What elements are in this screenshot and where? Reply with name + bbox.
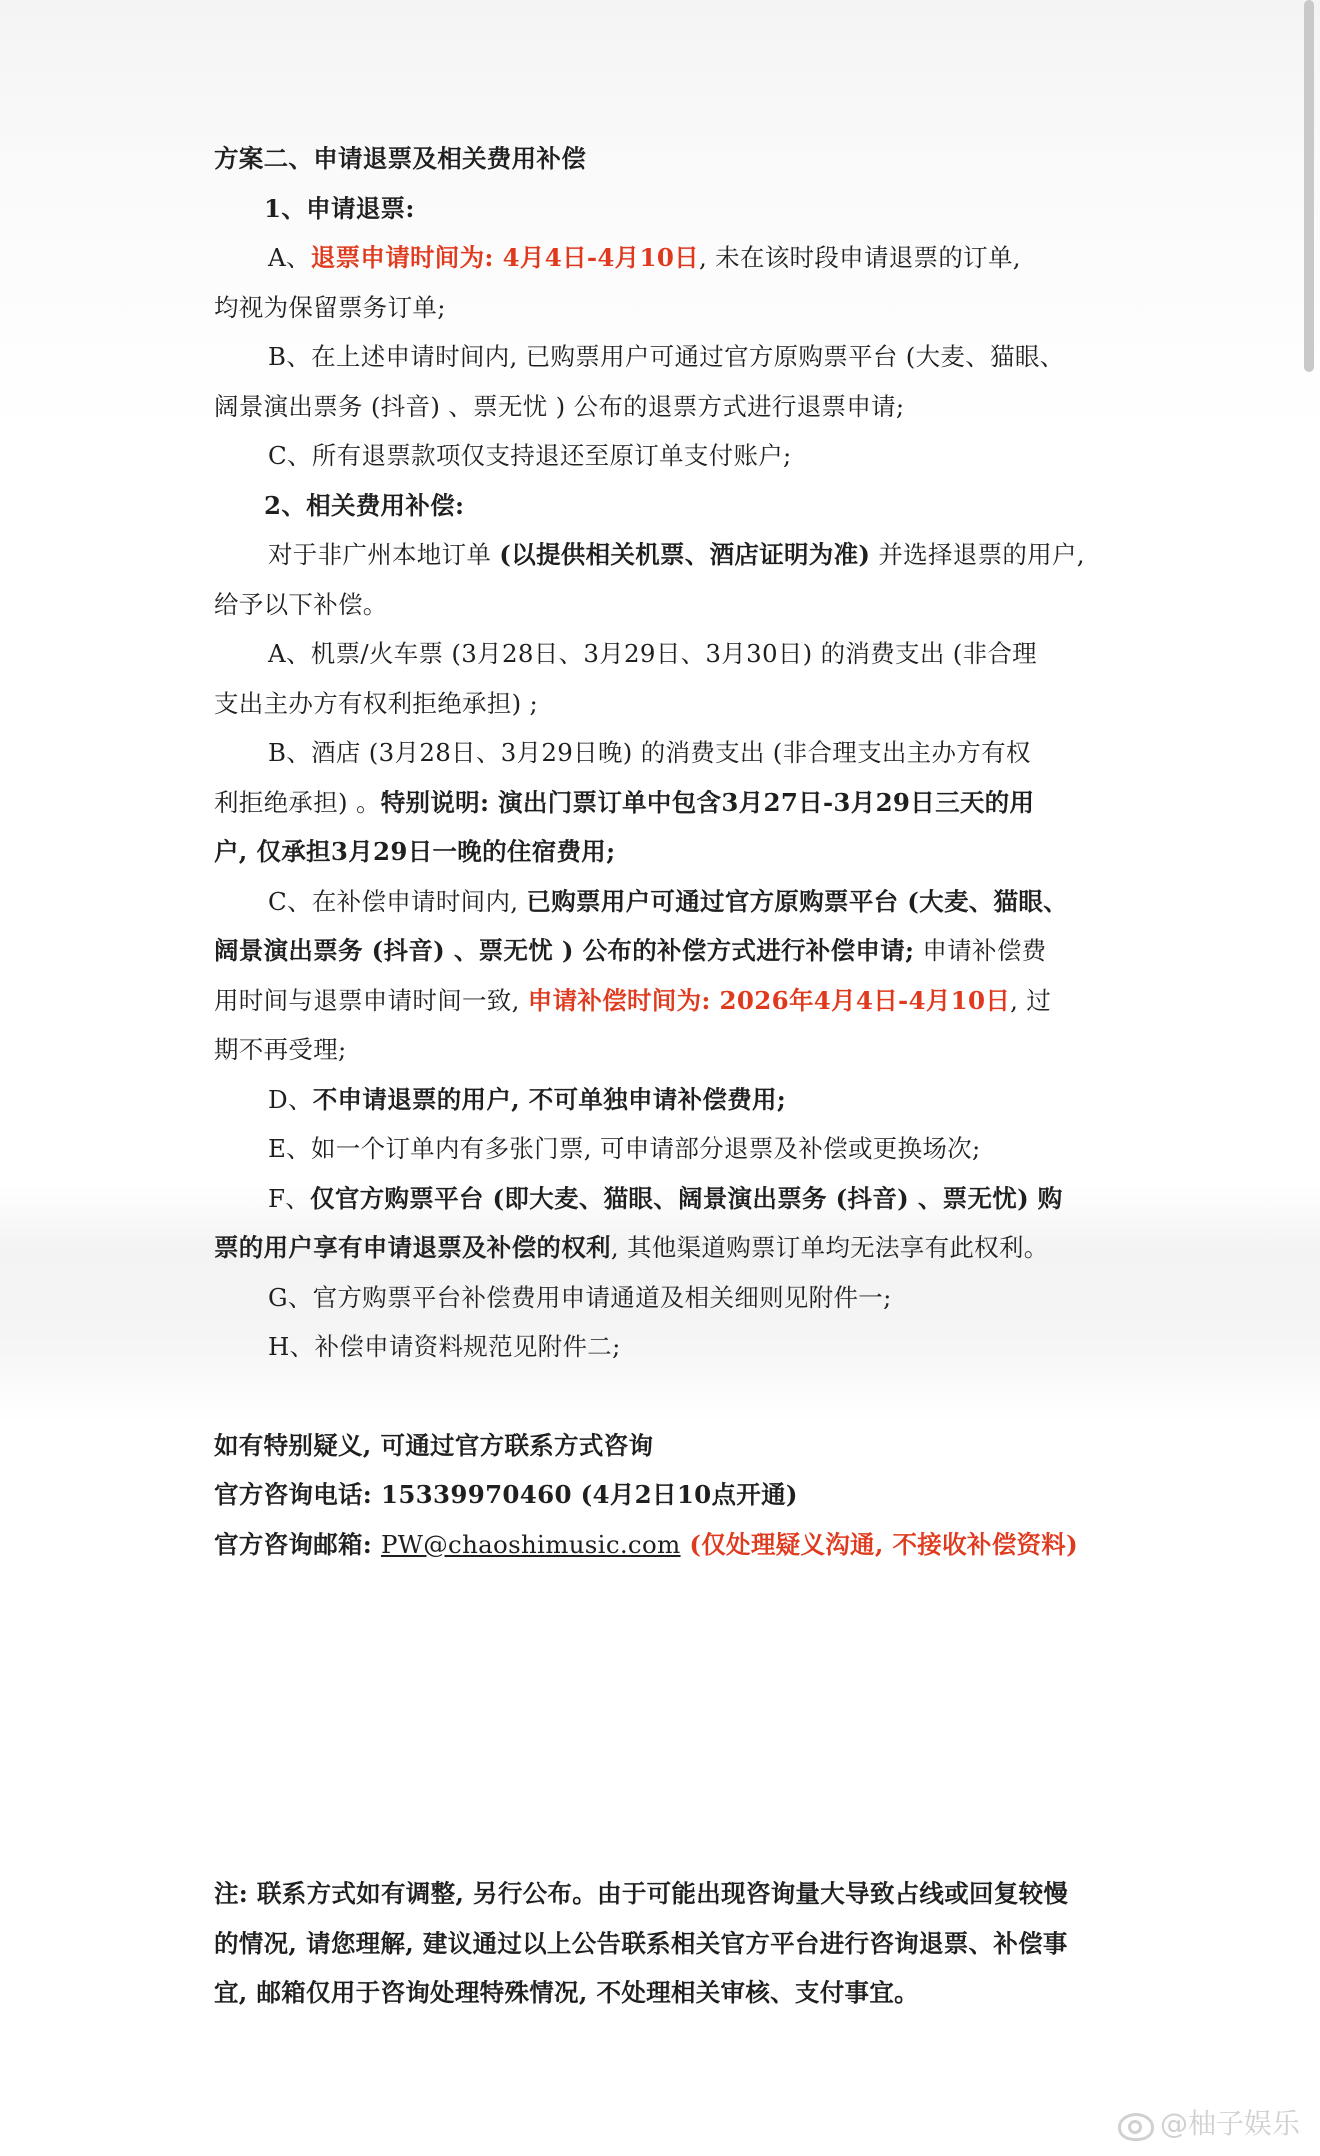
section-2-item-f (214, 1174, 1094, 1224)
intro-bold: (以提供相关机票、酒店证明为准) (499, 540, 871, 569)
email-link[interactable]: PW@chaoshimusic.com (380, 1529, 681, 1559)
section-2-item-c-cont3: 期不再受理; (214, 1035, 347, 1064)
section-1-item-b-cont: 阔景演出票务 (抖音) 、票无忧 ) 公布的退票方式进行退票申请; (214, 391, 905, 421)
section-2-item-c-cont2 (214, 976, 1094, 1026)
section-2-item-b-cont2: 户, 仅承担3月29日一晚的住宿费用; (214, 837, 616, 866)
special-note: 特别说明: 演出门票订单中包含3月27日-3月29日三天的用 (380, 787, 1035, 817)
watermark-text: @柚子娱乐 (1159, 2107, 1300, 2140)
section-1-item-b: B、在上述申请时间内, 已购票用户可通过官方原购票平台 (大麦、猫眼、 (268, 342, 1065, 371)
section-2-item-f-cont (214, 1223, 1094, 1273)
weibo-icon (1116, 2107, 1156, 2137)
item-c-line1b: 已购票用户可通过官方原购票平台 (大麦、猫眼、 (526, 886, 1068, 916)
compensation-window: 申请补偿时间为: 2026年4月4日-4月10日 (527, 985, 1011, 1015)
item-f-bold1: 仅官方购票平台 (即大麦、猫眼、阔景演出票务 (抖音) 、票无忧) 购 (310, 1183, 1063, 1213)
section-1-item-a (214, 233, 1094, 283)
intro-b: 并选择退票的用户, (870, 540, 1085, 569)
item-d-bold: 不申请退票的用户, 不可单独申请补偿费用; (312, 1084, 787, 1114)
phone-value: 15339970460 (4月2日10点开通) (380, 1480, 798, 1509)
plan-title: 方案二、申请退票及相关费用补偿 (214, 144, 586, 173)
scrollbar[interactable] (1304, 0, 1314, 372)
note-line-3: 宜, 邮箱仅用于咨询处理特殊情况, 不处理相关审核、支付事宜。 (214, 1978, 919, 2007)
section-2-item-c-cont (214, 926, 1094, 976)
item-f-bold2: 票的用户享有申请退票及补偿的权利 (214, 1233, 611, 1262)
phone-label: 官方咨询电话: (214, 1480, 381, 1509)
note-line-2: 的情况, 请您理解, 建议通过以上公告联系相关官方平台进行咨询退票、补偿事 (214, 1928, 1068, 1958)
section-2-intro (214, 530, 1094, 580)
section-2-heading: 2、相关费用补偿: (264, 490, 465, 520)
section-2-item-b-cont (214, 778, 1094, 828)
section-2-item-c (214, 877, 1094, 927)
email-note: (仅处理疑义沟通, 不接收补偿资料) (680, 1529, 1079, 1559)
item-b-line2a: 利拒绝承担) 。 (214, 787, 381, 817)
section-2-item-h: H、补偿申请资料规范见附件二; (268, 1332, 621, 1361)
item-f-rest: , 其他渠道购票订单均无法享有此权利。 (610, 1233, 1049, 1262)
section-2-item-b: B、酒店 (3月28日、3月29日晚) 的消费支出 (非合理支出主办方有权 (268, 738, 1031, 767)
contact-email (214, 1520, 1094, 1570)
section-1-heading: 1、申请退票: (264, 193, 415, 223)
item-a-rest: , 未在该时段申请退票的订单, (698, 243, 1021, 272)
item-c-line2a: 阔景演出票务 (抖音) 、票无忧 ) 公布的补偿方式进行补偿申请; (214, 936, 915, 965)
item-d-prefix: D、 (268, 1084, 313, 1114)
section-2-item-a: A、机票/火车票 (3月28日、3月29日、3月30日) 的消费支出 (非合理 (268, 639, 1037, 668)
intro-a: 对于非广州本地订单 (268, 540, 500, 569)
section-1-item-c: C、所有退票款项仅支持退还至原订单支付账户; (268, 441, 792, 470)
item-c-line3b: , 过 (1010, 985, 1052, 1015)
section-2-item-e: E、如一个订单内有多张门票, 可申请部分退票及补偿或更换场次; (268, 1134, 981, 1163)
section-2-intro-cont: 给予以下补偿。 (214, 589, 388, 619)
item-c-line1a: C、在补偿申请时间内, (268, 886, 527, 916)
section-2-item-a-cont: 支出主办方有权利拒绝承担) ; (214, 688, 539, 718)
item-c-line2b: 申请补偿费 (914, 936, 1047, 965)
refund-window: 退票申请时间为: 4月4日-4月10日 (310, 243, 699, 272)
contact-intro: 如有特别疑义, 可通过官方联系方式咨询 (214, 1430, 654, 1460)
contact-phone (214, 1470, 1094, 1520)
section-2-item-g: G、官方购票平台补偿费用申请通道及相关细则见附件一; (268, 1282, 892, 1312)
item-c-line3a: 用时间与退票申请时间一致, (214, 985, 528, 1015)
note-line-1: 注: 联系方式如有调整, 另行公布。由于可能出现咨询量大导致占线或回复较慢 (214, 1879, 1069, 1908)
announcement-body (214, 134, 1094, 2018)
item-a-prefix: A、 (268, 243, 311, 272)
watermark (1116, 2102, 1300, 2142)
item-f-prefix: F、 (268, 1183, 311, 1213)
section-2-item-d (214, 1075, 1094, 1125)
email-label: 官方咨询邮箱: (214, 1529, 381, 1559)
section-1-item-a-cont: 均视为保留票务订单; (214, 292, 446, 322)
